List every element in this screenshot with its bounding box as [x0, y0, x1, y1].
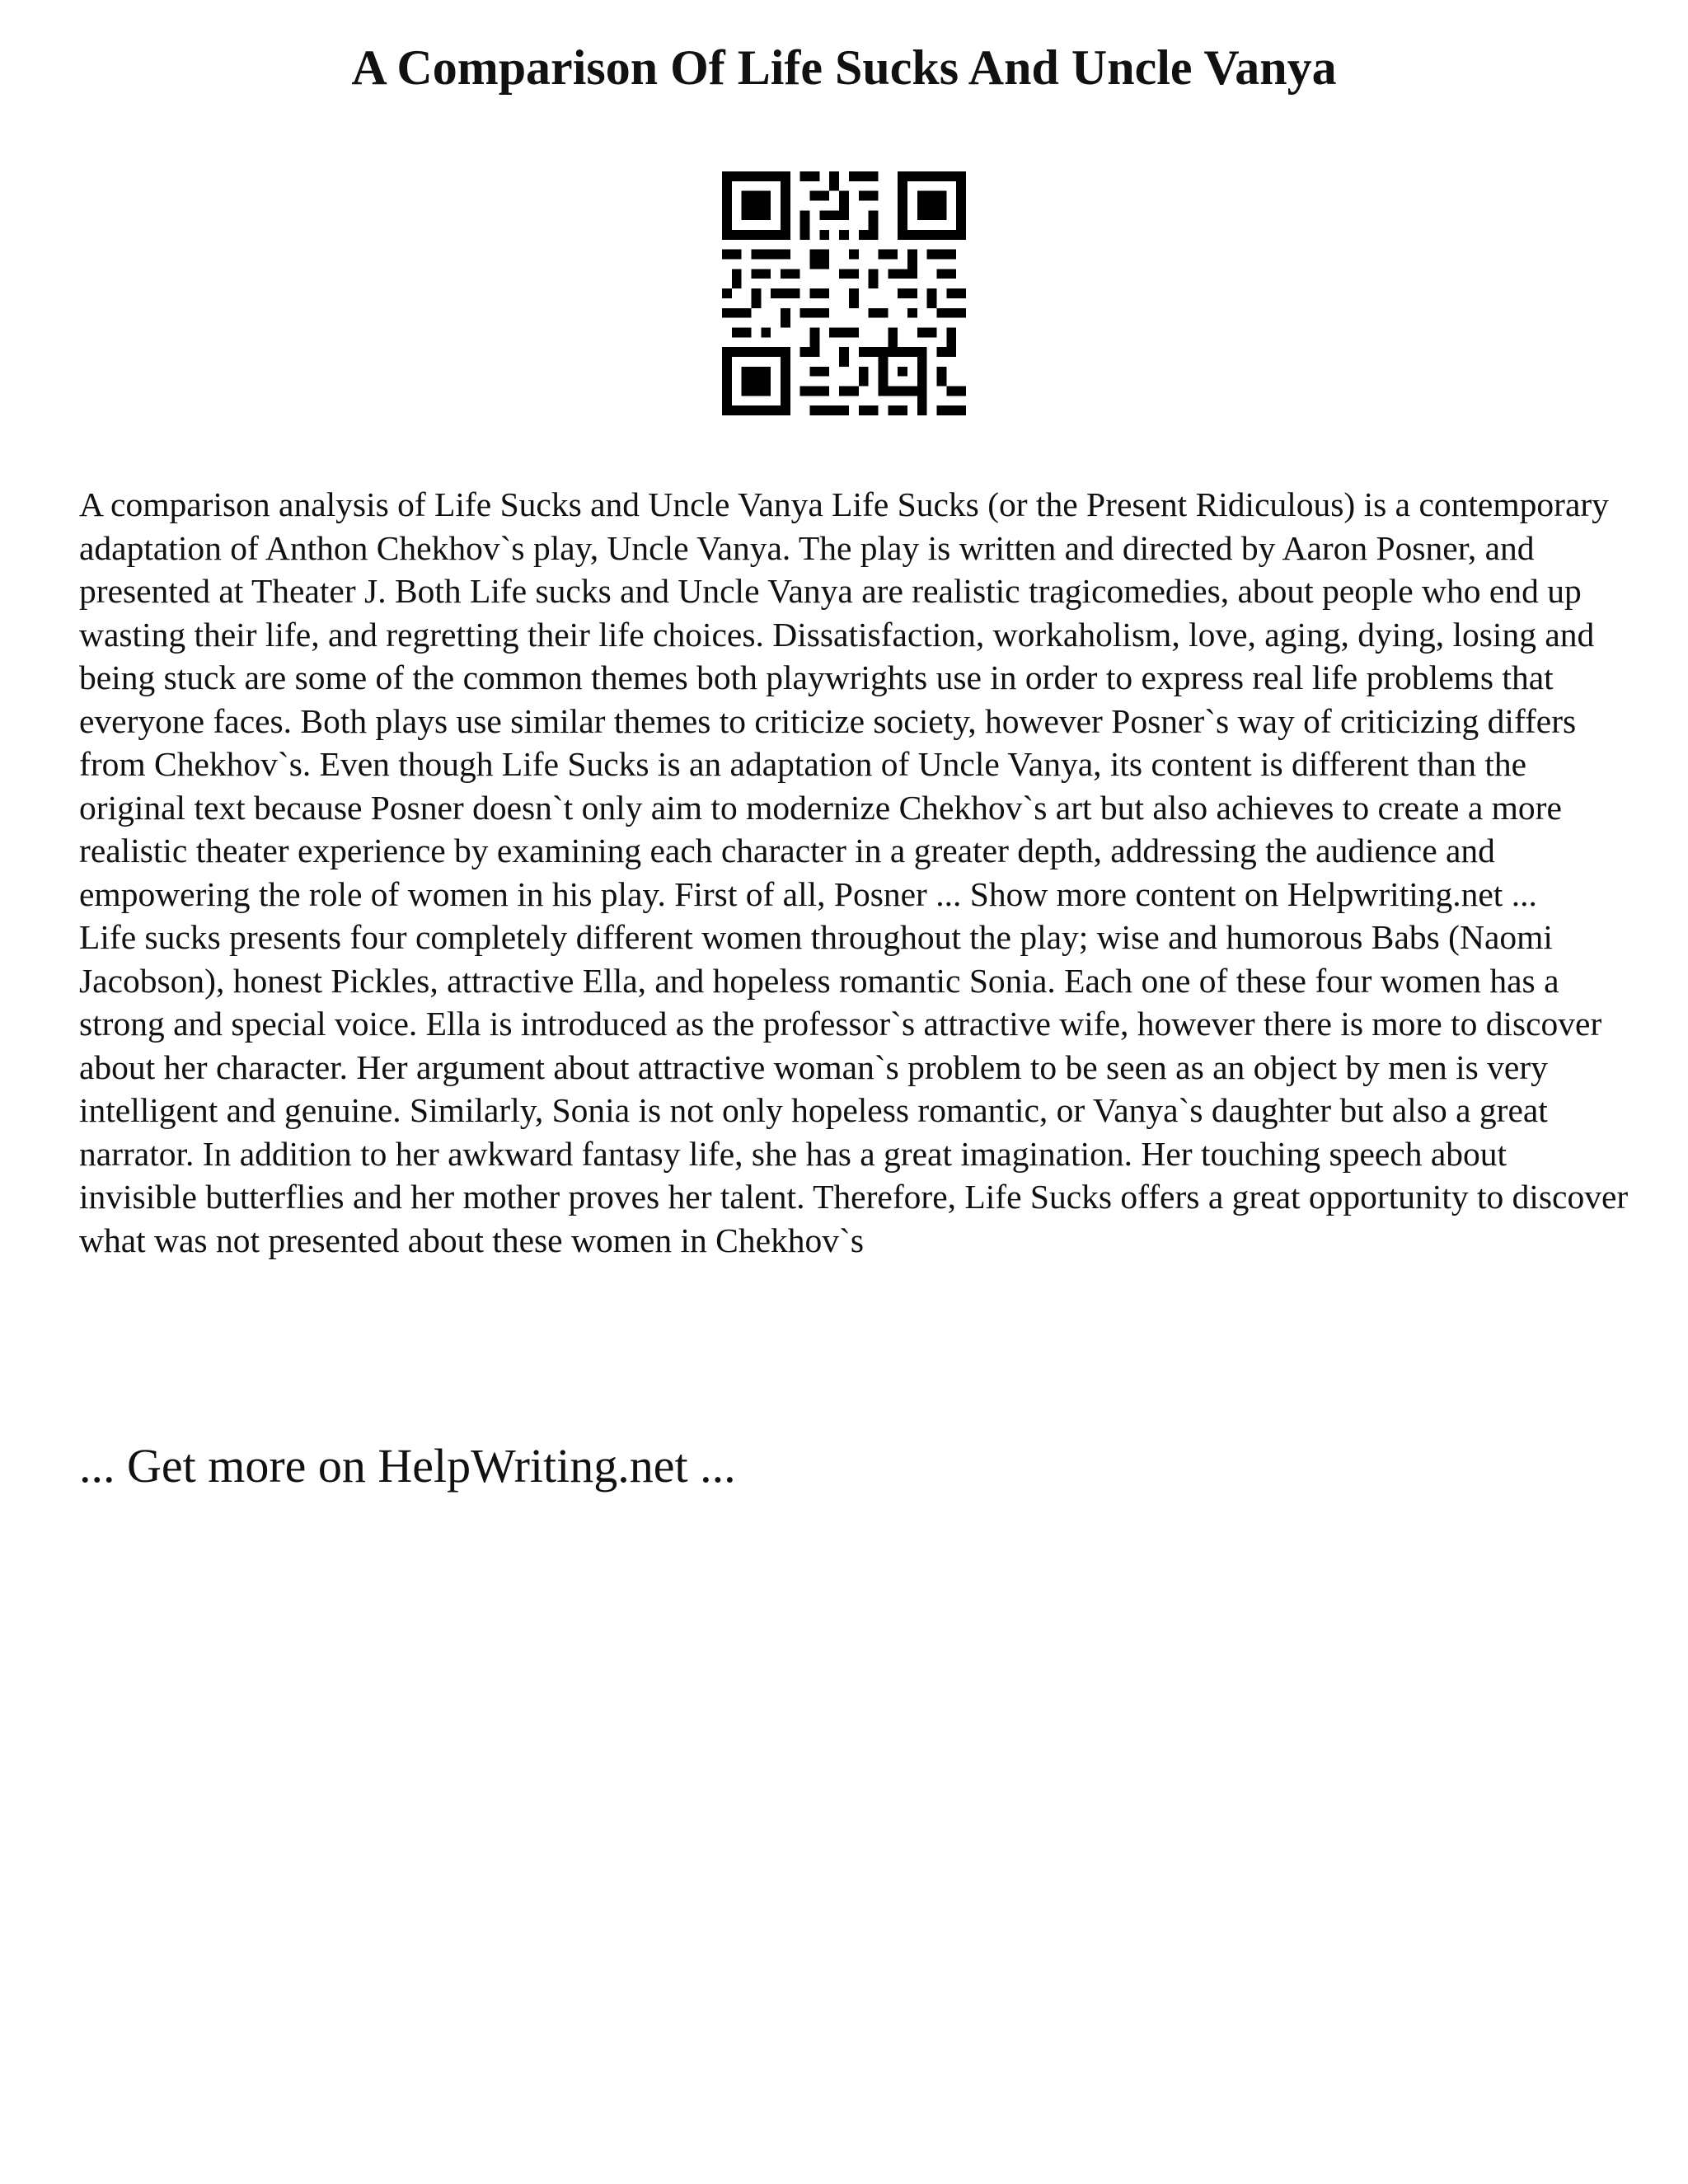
paragraph-intro: A comparison analysis of Life Sucks and Uncle Vanya Life Sucks (or the Present Ridiculous) is a contemporary adaptation of Anthon Chekhov`s play, Uncle Vanya. The play is written and directed by Aaron Posner, and presented at Theater J. Both Life sucks and Uncle Vanya are realistic tragicomedies, about people who end up wasting their life, and regretting their life choices. Dissatisfaction, workaholism, love, aging, dying, losing and being stuck are some of the common themes both playwrights use in order to express real life problems that everyone faces. Both plays use similar themes to criticize society, however Posner`s way of criticizing differs from Chekhov`s. Even though Life Sucks is an adaptation of Uncle Vanya, its content is different than the original text because Posner doesn`t only aim to modernize Chekhov`s art but also achieves to create a more realistic theater experience by examining each character in a greater depth, addressing the audience and empowering the role of women in his play. First of all, Posner ... Show more content on Helpwriting.net ...: [79, 485, 1609, 913]
page-title: A Comparison Of Life Sucks And Uncle Vanya: [351, 40, 1337, 95]
qr-code-icon: [722, 171, 966, 415]
get-more-link[interactable]: ... Get more on HelpWriting.net ...: [79, 1439, 736, 1493]
article-body: [79, 483, 1629, 1262]
paragraph-women: Life sucks presents four completely different women throughout the play; wise and humorous Babs (Naomi Jacobson), honest Pickles, attractive Ella, and hopeless romantic Sonia. Each one of these four women has a strong and special voice. Ella is introduced as the professor`s attractive wife, however there is more to discover about her character. Her argument about attractive woman`s problem to be seen as an object by men is very intelligent and genuine. Similarly, Sonia is not only hopeless romantic, or Vanya`s daughter but also a great narrator. In addition to her awkward fantasy life, she has a great imagination. Her touching speech about invisible butterflies and her mother proves her talent. Therefore, Life Sucks offers a great opportunity to discover what was not presented about these women in Chekhov`s: [79, 918, 1629, 1259]
